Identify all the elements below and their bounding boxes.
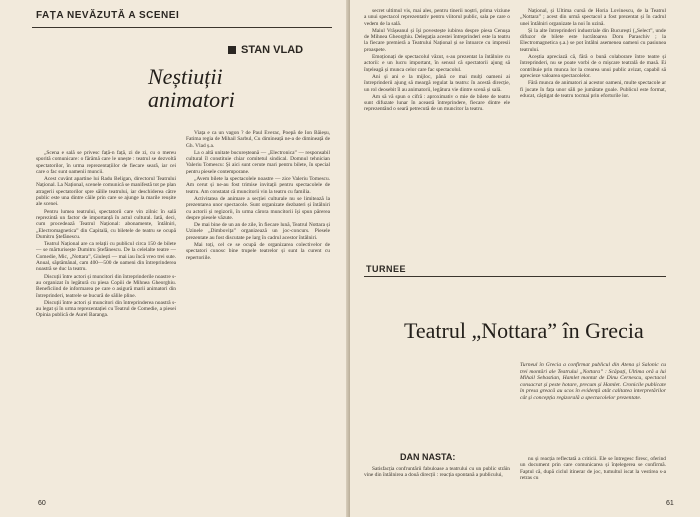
interview-heading: DAN NASTA: [400,452,456,462]
section-heading: FAȚA NEVĂZUTĂ A SCENEI [36,10,180,21]
page-number: 61 [666,500,674,507]
author-name: STAN VLAD [241,44,304,56]
paragraph: Satisfacția confruntării fabuloase a teatrului cu un public străin vine din întâlnirea a două direcții : reacția spontană a publicului, [364,466,510,479]
right-page [350,0,700,517]
paragraph: Acest cuvânt apartine lui Radu Beligan, directorul Teatrului Național. La Național, scenele comunică se manifestă tot pe plan atragerii spectatorilor spre sălile teatrului, iar deschiderea către public este una dintre căile prin care se ajunge la marile reușite ale scenei. [36,176,176,208]
paragraph: Discuții între actori și muncitori din întreprinderea noastră s-au legat și în urma reprezentației cu Teatrul de Comedie, a piesei Opinia publică de Aurel Baranga. [36,299,176,319]
author-byline [228,44,303,56]
paragraph: Am să vă spun o cifră : aproximativ o mie de bilete de teatru sunt difuzate lunar în această întreprindere, fiecare dintre ele reprezentând o seară petrecută de un muncitor la teatru. [364,93,510,113]
interview-col-1 [364,466,510,502]
paragraph: La o altă unitate bucureșteană — „Electronica” — responsabil cultural îl constituie chiar comitetul sindical. Domnul tehnician Valeriu Tomescu: Și aici sunt cerute mari pentru bilete, în special pentru piesele contemporane. [186,149,330,175]
paragraph: Viața e ca un vagon ? de Paul Everac, Poepă de Ion Băieșu, Fatima regia de Mihail Sarbul, Cu dimineață ne-a de dimineață de Gh. Vlad ș.a. [186,130,330,149]
paragraph: Național, și Ultima cursă de Horia Lovinescu, de la Teatrul „Nottara” ; acest din urmă spectacol a fost prezentat și în cadrul unei întâlniri organizate la noi în uzină. [520,8,666,27]
paragraph: „Scena e sală se privesc față-n față, zi de zi, cu o mereu sporită comunicare: o fărâmă care le unește : teatrul se dezvoltă spectatorilor, în urma reprezentațiilor de fiecare seară, iar cei care o fac sunt oamenii muncii. [36,150,176,175]
paragraph: Activitatea de animare a secției culturale nu se limitează la prezentarea unor spectacole. Sunt organizate dezbateri și întâlniri cu actorii și regizorii, în urma cărora muncitorii își spun părerea despre piesele văzute. [186,195,330,221]
left-column-2 [186,130,330,502]
paragraph: Pentru lumea teatrului, spectatorii care vin zilnic în sală reprezintă un factor de importanță în actul cultural. Iată, deci, cum procedează Teatrul Național: abonamente, întâlniri, „Electromagnetica” din Capitală, cu biletele de teatru se ocupă Dumitru Ștefănescu. [36,208,176,240]
left-column-1 [36,150,176,502]
paragraph: nu și reacția reflectată a criticii. Ele se întregesc firesc, oferind un document prin care comunicarea și înțelegerea se confirmă. Faptul că, după ciclul itinerar de joc, tumultul iscat la vestirea s-a retras cu [520,456,666,481]
paragraph: Emoționați de spectacolul văzut, s-au prezentat la întâlnire cu actorii: e un lucru important, în sensul că spectatorii ajung să înțeleagă și munca celor care fac spectacolul. [364,54,510,73]
square-bullet-icon [228,46,236,54]
left-page [0,0,348,517]
page-number: 60 [38,500,46,507]
paragraph: „Avem bilete la spectacolele noastre — zice Valeriu Tomescu. Am cerut și ne-au fost trimise invitații pentru spectacolele de teatru. Am constatat că muncitorii vin la teatru cu familia. [186,176,330,195]
paragraph: Teatrul Național are ca relații cu publicul circa 150 de bilete — se mărturisește Dumitru Ștefănescu. De la celelalte teatre — Comedie, Mic, „Nottara”, Giulești — mai iau încă vreo trei sute. Anual, săptămânal, cam 400—500 de oameni din întreprinderea noastră se duc la teatru. [36,241,176,273]
paragraph: Fără munca de animatori ai acestor oameni, multe spectacole ar fi jucate în fața unor săli pe jumătate goale. Publicul este format, educat, câștigat de teatru tocmai prin eforturile lor. [520,80,666,99]
paragraph: Ani și ani e la mijloc, până ce mai mulți oameni ai întreprinderii ajung să meargă regulat la teatru: în acestă direcție, un rol deosebit îl au animatorii, legătura vie dintre scenă și sală. [364,73,510,93]
article-title: Neștiuții animatori [148,64,235,112]
turnee-rule [364,276,666,277]
paragraph: Și la alte întreprinderi industriale din București („Select”, unde difuzor de bilete este lucrătoarea Doru Paraschiv ; la Electromagnetica ș.a.) se pot întâlni asemenea oameni cu pasiunea teatrului. [520,27,666,53]
right-column-1 [364,8,510,250]
paragraph: Discuții între actori și muncitori din întreprinderile noastre s-au organizat în legătură cu piesa Copiii de Mihnea Gheorghiu. Beneficiind de informarea pe care o asigură marii animatori din întreprinderi, teatrele se bucură de sălile pline. [36,273,176,299]
paragraph: De mai bine de un an de zile, în fiecare lună, Teatrul Nottara și Uzinele „Dimbovița” organizează un joc-concurs. Piesele prezentate au fost discutate pe larg în cadrul acestor întâlniri. [186,222,330,241]
paragraph: Aceștia apreciază că, fără o bună colaborare între teatre și întreprinderi, nu se poate vorbi de o mișcare teatrală de masă. Ei contribuie prin munca lor la crearea unui public avizat, capabil să aprecieze valoarea spectacolelor. [520,54,666,79]
paragraph: Maiul Vrășeanul și își povestește iubirea despre piesa Cenușa de Mihnea Gheorghiu. Delegația acestei întreprinderi este la teatru la fiecare premieră a Teatrului Național și se întoarce cu impresii proaspete. [364,27,510,53]
paragraph: Mai toți, cel ce se ocupă de organizarea colectivelor de spectatori cunosc bine trupele teatrelor și sunt la curent cu repertoriile. [186,242,330,261]
section-rule [32,27,332,28]
right-column-2 [520,8,666,250]
turnee-heading: TURNEE [366,264,407,274]
turnee-lead: Turneul în Grecia a confirmat publicul din Atena și Salonic cu trei montări ale Teatrului „Nottara” : Scăpați, Ultima oră a lui Mihail Sebastian, Hamlet montat de Dinu Cernescu, spectacol consacrat și peste hotare, precum și Hamlet. Cronicile publicate în presa greacă au scos în evidență atât calitatea interpretărilor cât și concepția regizorală a spectacolelor prezentate. [520,362,666,401]
paragraph: secret ultimul vis, mai ales, pentru tinerii noștri, prima viziune a unui spectacol reprezentativ pentru viitorul public, sala pe care o vedem de la sală. [364,8,510,27]
turnee-title: Teatrul „Nottara” în Grecia [404,318,644,343]
interview-col-2 [520,456,666,502]
